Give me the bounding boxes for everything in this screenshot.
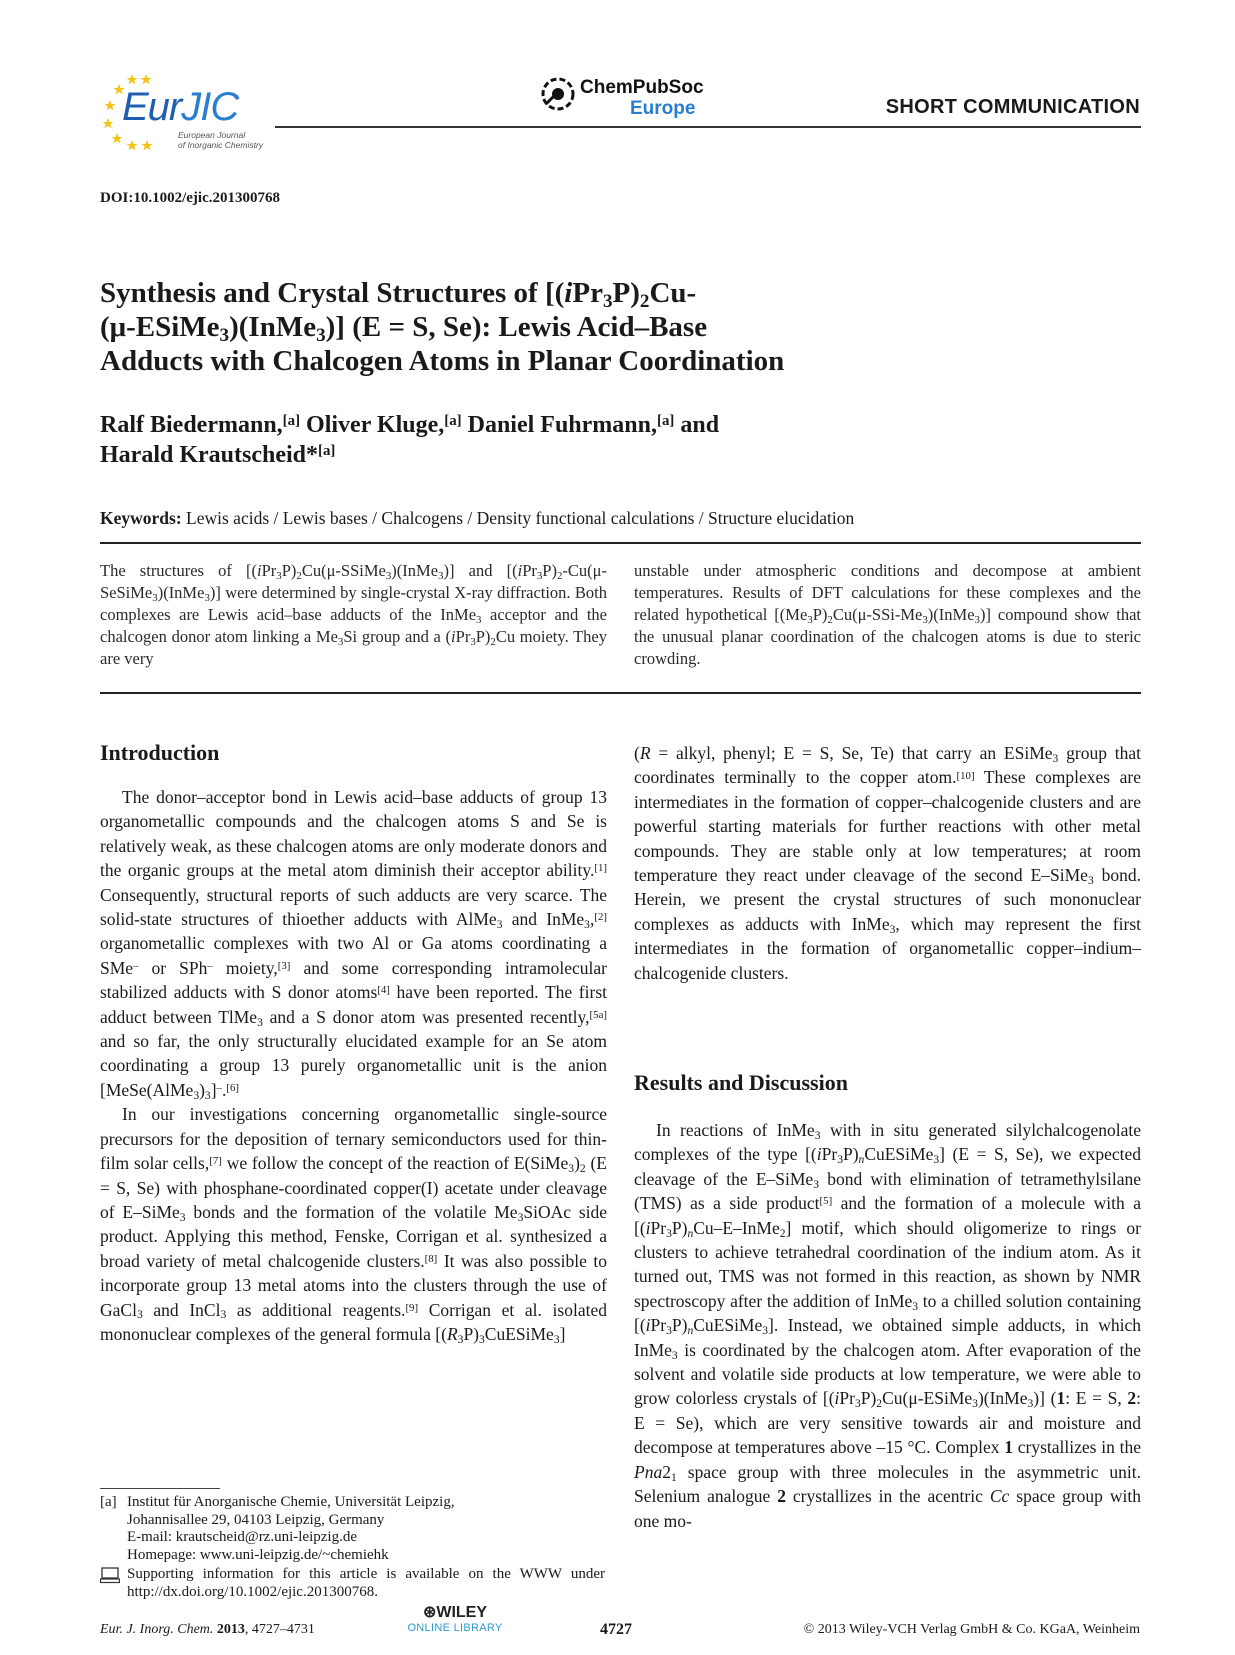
introduction-text-right: (R = alkyl, phenyl; E = S, Se, Te) that carry an ESiMe$_3$ group that coordinates terminally to the copper atom.[10] These complexes are intermediates in the formation of copper–chalcogenide clusters and are powerful starting materials for further reactions with other metal compounds. They are stable only at low temperatures; at room temperature they react under cleavage of the second E–SiMe$_3$ bond. Herein, we present the crystal structures of such mononuclear complexes as adducts with InMe$_3$, which may represent the first intermediates in the formation of organometallic copper–indium–chalcogenide clusters. (634, 743, 1142, 983)
introduction-heading: Introduction (100, 740, 220, 765)
results-heading: Results and Discussion (634, 1070, 848, 1095)
chempubsoc-name: ChemPubSoc (580, 77, 704, 98)
author-list: Ralf Biedermann,[a] Oliver Kluge,[a] Daniel Fuhrmann,[a] and Harald Krautscheid*[a] (100, 412, 720, 468)
article-title: Synthesis and Crystal Structures of [$(iPr_3P)_2Cu-$ (μ-ESiMe$_3$)(InMe$_3$)] (E = S, Se): Lewis Acid–Base Adducts with Chalcogen Atoms in Planar Coordination (100, 277, 785, 377)
supporting-info-footnote (100, 1566, 605, 1601)
email-line[interactable]: E-mail: krautscheid@rz.uni-leipzig.de (127, 1529, 357, 1545)
chempubsoc-region: Europe (630, 98, 696, 119)
abstract-top-rule (100, 542, 1141, 544)
keywords-line (100, 508, 1140, 529)
supporting-info-text[interactable]: Supporting information for this article is available on the WWW under http://dx.doi.org/10.1002/ejic.201300768. (127, 1566, 605, 1600)
copyright-notice: © 2013 Wiley-VCH Verlag GmbH & Co. KGaA, Weinheim (803, 1622, 1140, 1637)
affiliation-line: Johannisallee 29, 04103 Leipzig, Germany (127, 1511, 385, 1528)
footnote-rule (100, 1488, 220, 1489)
eurjic-subtitle: European Journal of Inorganic Chemistry (178, 130, 264, 150)
journal-citation: Eur. J. Inorg. Chem. 2013, 4727–4731 (100, 1622, 315, 1637)
eurjic-wordmark: EurJIC (122, 85, 239, 129)
chempubsoc-emblem-icon (540, 76, 576, 112)
keywords-label: Keywords: (100, 508, 182, 528)
keywords-list: Lewis acids / Lewis bases / Chalcogens / Density functional calculations / Structure elucidation (186, 508, 855, 528)
article-type-label: SHORT COMMUNICATION (885, 96, 1140, 118)
affiliation-label: [a] (100, 1494, 117, 1510)
page-number: 4727 (600, 1621, 632, 1638)
abstract-column-left: The structures of $[(iPr_3P)_2Cu(\mu-SSiMe_3)(InMe_3)]$ and $[(iPr_3P)_2-Cu(\mu-SeSiMe_3)(InMe_3)]$ were determined by single-crystal X-ray diffraction. Both complexes are Lewis acid–base adducts of the InMe$_3$ acceptor and the chalcogen donor atom linking a $Me_3Si$ group and a $(iPr_3P)_2Cu$ moiety. They are very (100, 561, 607, 668)
wiley-online-library-logo[interactable]: ⊛WILEY ONLINE LIBRARY (407, 1604, 503, 1634)
results-text: In reactions of InMe$_3$ with in situ generated silylchalcogenolate complexes of the type $[(iPr_3P)_nCuESiMe_3] (E = S$, Se), we expected cleavage of the E–SiMe$_3$ bond with elimination of tetramethylsilane (TMS) as a side product[5] and the formation of a molecule with a $[(iPr_3P)_nCu-E-InMe_2]$ motif, which should oligomerize to rings or clusters to achieve tetrahedral coordination of the indium atom. As it turned out, TMS was not formed in this reaction, as shown by NMR spectroscopy after the addition of InMe$_3$ to a chilled solution containing $[(iPr_3P)_nCuESiMe_3]$. Instead, we obtained simple adducts, in which InMe$_3$ is coordinated by the chalcogen atom. After evaporation of the solvent and volatile side products at low temperature, we were able to grow colorless crystals of $[(iPr_3P)_2Cu(\mu-ESiMe_3)(InMe_3)]$ (1: E = S, 2: E = Se), which are very sensitive towards air and moisture and decompose at temperatures above –15 °C. Complex 1 crystallizes in the $Pna2_1$ space group with three molecules in the asymmetric unit. Selenium analogue 2 crystallizes in the acentric Cc space group with one mo- (634, 1120, 1141, 1531)
affiliation-line: Institut für Anorganische Chemie, Universität Leipzig, (127, 1494, 455, 1510)
abstract-bottom-rule (100, 692, 1141, 694)
doi-link[interactable]: DOI:10.1002/ejic.201300768 (100, 190, 280, 206)
computer-icon (100, 1566, 127, 1601)
introduction-text-left: The donor–acceptor bond in Lewis acid–base adducts of group 13 organometallic compounds and the chalcogen atoms S and Se is relatively weak, as these chalcogen atoms are only moderate donors and the organic groups at the metal atom diminish their acceptor ability.[1] Consequently, structural reports of such adducts are very scarce. The solid-state structures of thioether adducts with AlMe$_3$ and InMe$_3$,[2] organometallic complexes with two Al or Ga atoms coordinating a SMe– or SPh– moiety,[3] and some corresponding intramolecular stabilized adducts with S donor atoms[4] have been reported. The first adduct between TlMe$_3$ and a S donor atom was presented recently,[5a] and so far, the only structurally elucidated example for an Se atom coordinating a group 13 purely organometallic unit is the anion $[MeSe(AlMe_3)_3]^-.[6]$ In our investigations concerning organometallic single-source precursors for the deposition of ternary semiconductors used for thin-film solar cells,[7] we follow the concept of the reaction of $E(SiMe_3)_2$ (E = S, Se) with phosphane-coordinated copper(I) acetate under cleavage of E–SiMe$_3$ bonds and the formation of the volatile $Me_3SiOAc$ side product. Applying this method, Fenske, Corrigan et al. synthesized a broad variety of metal chalcogenide clusters.[8] It was also possible to incorporate group 13 metal atoms into the clusters through the use of GaCl$_3$ and InCl$_3$ as additional reagents.[9] Corrigan et al. isolated mononuclear complexes of the general formula $[(R_3P)_3CuESiMe_3]$ (100, 787, 608, 1346)
chempubsoc-logo (540, 74, 710, 124)
header-rule (275, 126, 1141, 128)
eurjic-logo (100, 70, 275, 150)
homepage-line[interactable]: Homepage: www.uni-leipzig.de/~chemiehk (127, 1546, 389, 1563)
abstract-column-right: unstable under atmospheric conditions and decompose at ambient temperatures. Results of DFT calculations for these complexes and the related hypothetical $[(Me_3P)_2Cu(\mu-SSi-Me_3)(InMe_3)]$ compound show that the unusual planar coordination of the chalcogen atoms is due to steric crowding. (634, 561, 1141, 668)
wiley-emblem-icon: ⊛ (422, 1604, 437, 1621)
affiliation-footnote (100, 1494, 605, 1564)
